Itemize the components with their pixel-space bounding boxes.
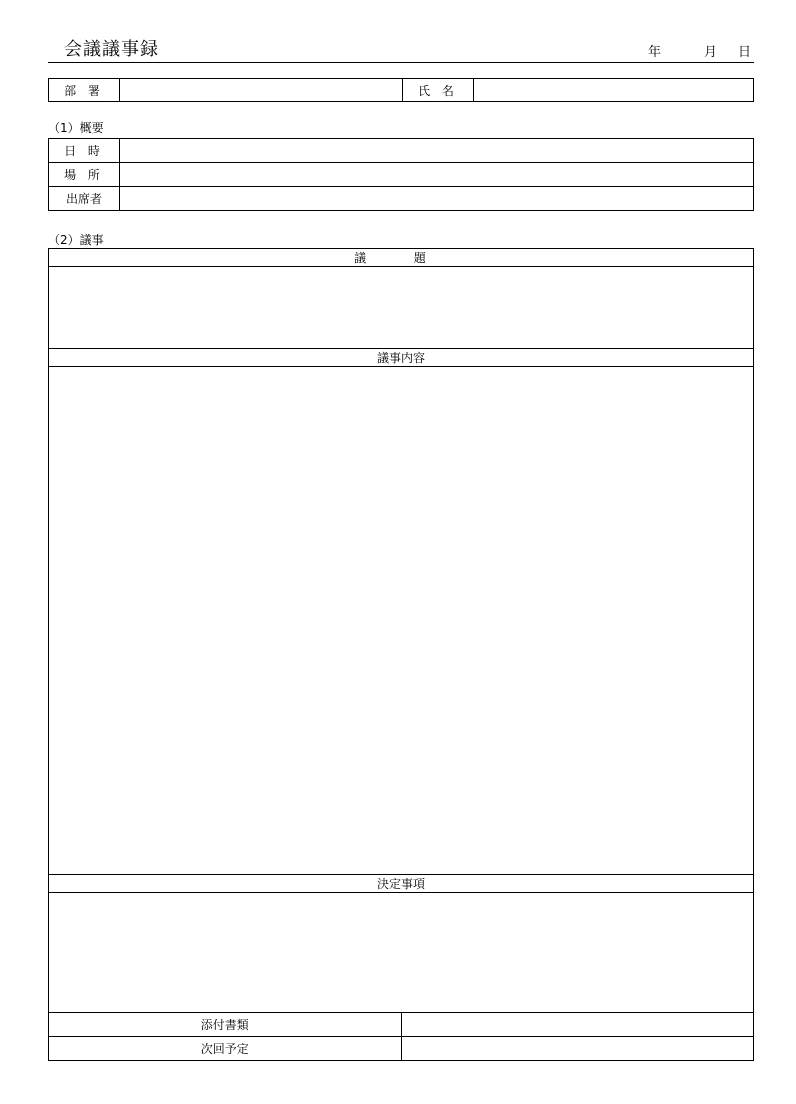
proceedings-section-title: （2）議事 — [48, 233, 104, 247]
agenda-header-label: 議 題 — [354, 251, 448, 265]
next-schedule-field[interactable] — [401, 1037, 754, 1061]
department-name-table — [48, 78, 754, 102]
datetime-field[interactable] — [120, 139, 754, 163]
place-field[interactable] — [120, 163, 754, 187]
attendees-label: 出席者 — [49, 187, 120, 211]
decisions-field[interactable] — [49, 893, 754, 1013]
name-field[interactable] — [474, 79, 754, 102]
agenda-header — [49, 249, 754, 267]
next-schedule-label: 次回予定 — [49, 1037, 402, 1061]
attachments-label: 添付書類 — [49, 1013, 402, 1037]
content-header: 議事内容 — [49, 349, 754, 367]
month-label: 月 — [704, 45, 718, 60]
page-title: 会議議事録 — [64, 39, 159, 60]
proceedings-table — [48, 248, 754, 1061]
department-label: 部 署 — [49, 79, 120, 102]
content-field[interactable] — [49, 367, 754, 875]
agenda-field[interactable] — [49, 267, 754, 349]
attachments-field[interactable] — [401, 1013, 754, 1037]
name-label: 氏 名 — [403, 79, 474, 102]
year-label: 年 — [648, 45, 662, 60]
datetime-label: 日 時 — [49, 139, 120, 163]
decisions-header: 決定事項 — [49, 875, 754, 893]
overview-section-title: （1）概要 — [48, 121, 104, 135]
title-row — [48, 38, 754, 63]
department-field[interactable] — [120, 79, 403, 102]
place-label: 場 所 — [49, 163, 120, 187]
overview-table — [48, 138, 754, 211]
attendees-field[interactable] — [120, 187, 754, 211]
day-label: 日 — [738, 45, 752, 60]
